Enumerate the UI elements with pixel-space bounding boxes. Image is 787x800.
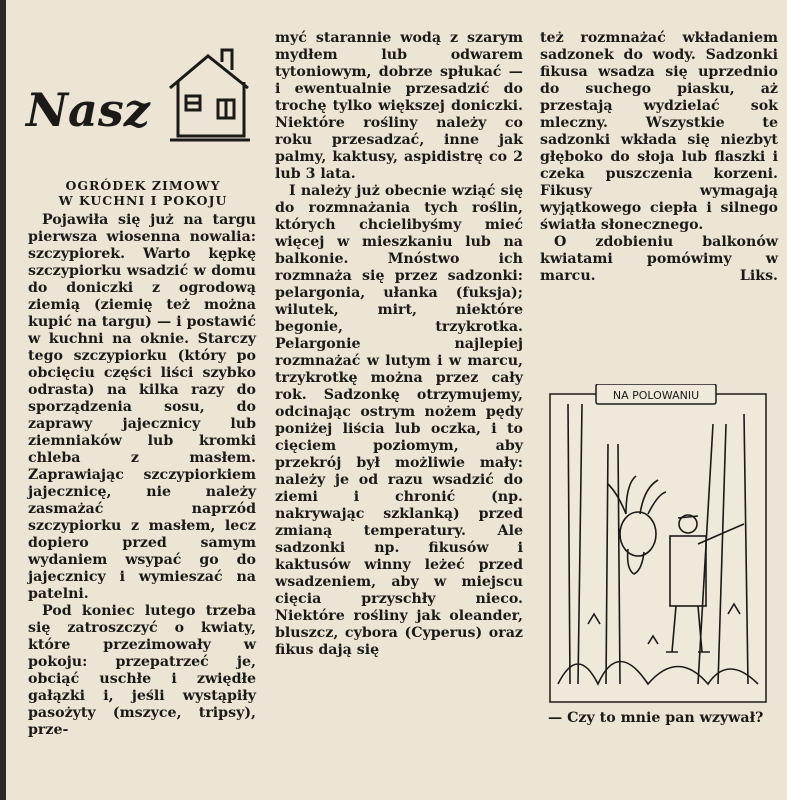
cartoon-sign: NA POLOWANIU [612, 389, 700, 402]
title-line-1: OGRÓDEK ZIMOWY [65, 178, 221, 193]
paragraph: I należy już obecnie wziąć się do rozmnażania tych roślin, których chcielibyśmy mieć więcej w mieszkaniu lub na balkonie. Mnóstwo ich rozmnaża się przez sadzonki: pelargonia, ułanka (fuksja); wilutek, mirt, niektóre begonie, trzykrotka. Pelargonie najlepiej rozmnażać w lutym i w marcu, trzykrotkę można przez cały rok. Sadzonkę otrzymujemy, odcinając ostrym nożem pędy poniżej liścia lub oczka, i to cięciem poziomym, aby przekrój był możliwie mały: należy je od razu wsadzić do ziemi i chronić (np. nakrywając szklanką) przed zmianą temperatury. Ale sadzonki np. fikusów i kaktusów winny leżeć przed wsadzeniem, aby w miejscu cięcia przyschły nieco. Niektóre rośliny jak oleander, bluszcz, cybora (Cyperus) oraz fikus dają się [275, 183, 523, 658]
paragraph: myć starannie wodą z szarym mydłem lub odwarem tytoniowym, dobrze spłukać — i ewentualnie przesadzić do trochę tylko większej doniczki. Niektóre rośliny należy co roku przesadzać, inne jak palmy, kaktusy, aspidistrę co 2 lub 3 lata. [275, 30, 523, 182]
column-3 [540, 30, 778, 285]
page-edge [0, 0, 6, 800]
paragraph [540, 234, 778, 285]
paragraph: Pod koniec lutego trzeba się zatroszczyć o kwiaty, które przezimowały w pokoju: przepatrzeć je, obciąć uschłe i zwiędłe gałązki i, jeśli wystąpiły pasożyty (mszyce, tripsy), prze- [28, 603, 256, 738]
cartoon-caption: — Czy to mnie pan wzywał? [548, 710, 764, 726]
article-title [32, 178, 254, 208]
paragraph: Pojawiła się już na targu pierwsza wiosenna nowalia: szczypiorek. Warto kępkę szczypiorku wsadzić w domu do doniczki z ogrodową ziemią (ziemię też można kupić na targu) — i postawić w kuchni na oknie. Starczy tego szczypiorku (który po obcięciu części liści szybko odrasta) na kilka razy do sporządzenia sosu, do zaprawy jajecznicy lub ziemniaków lub kromki chleba z masłem. Zaprawiając szczypiorkiem jajecznicę, nie należy zasmażać naprzód szczypiorku z masłem, lecz dopiero przed samym wydaniem wsypać go do jajecznicy i wymieszać na patelni. [28, 212, 256, 602]
column-2 [275, 30, 523, 659]
column-1 [28, 212, 256, 739]
title-line-2: W KUCHNI I POKOJU [58, 193, 228, 208]
logo-word: Nasz [26, 83, 150, 137]
hunting-cartoon [548, 384, 768, 706]
nasz-dom-logo [20, 48, 252, 148]
closing-text: O zdobieniu balkonów kwiatami pomówimy w marcu. [540, 234, 778, 284]
author-signature: Liks. [739, 268, 778, 284]
paragraph: też rozmnażać wkładaniem sadzonek do wody. Sadzonki fikusa wsadza się uprzednio do suchego piasku, aż przestają wydzielać sok mleczny. Wszystkie te sadzonki wkłada się niezbyt głęboko do słoja lub flaszki i czeka puszczenia korzeni. Fikusy wymagają wyjątkowego ciepła i silnego światła słonecznego. [540, 30, 778, 233]
